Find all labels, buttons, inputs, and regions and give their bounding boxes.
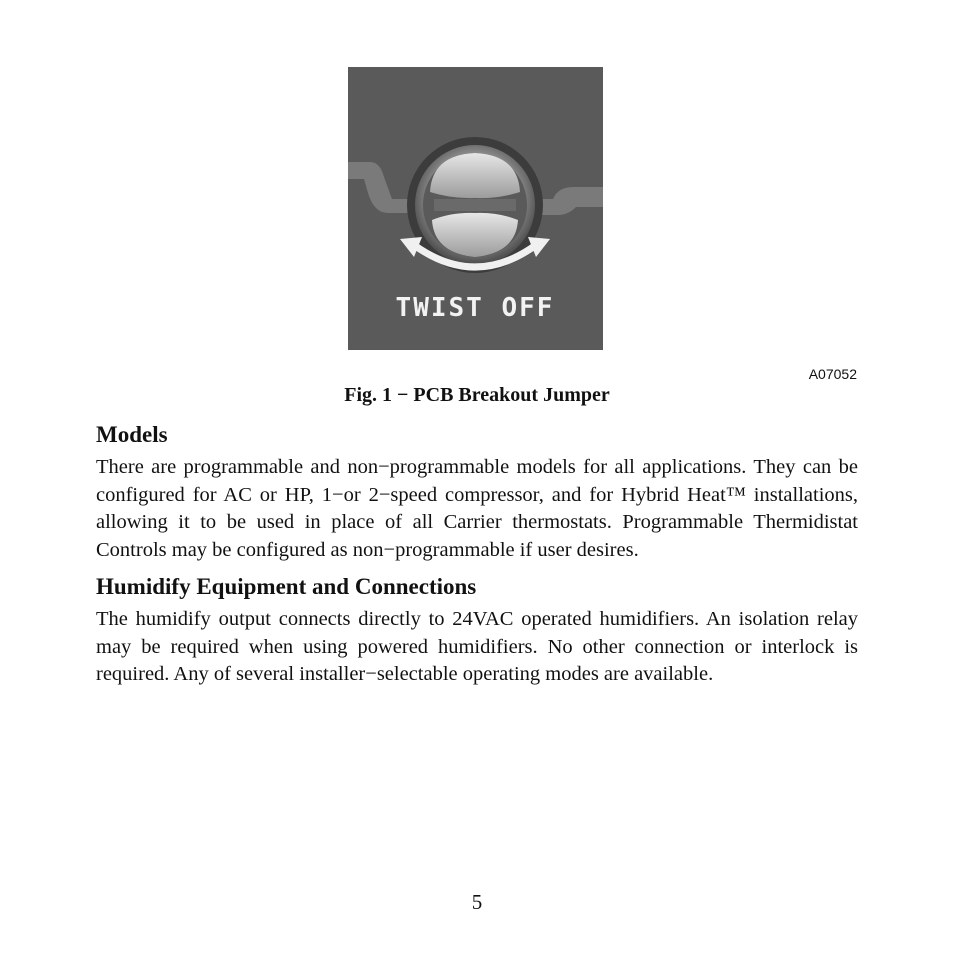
page-number: 5: [471, 890, 483, 914]
pcb-jumper-illustration: [348, 67, 603, 350]
figure-caption: Fig. 1 − PCB Breakout Jumper: [344, 384, 610, 406]
section-body-models: There are programmable and non−programmable models for all applications. They can be configured for AC or HP, 1−or 2−speed compressor, and for Hybrid Heat™ installations, allowing it to be used in place of all Carrier thermostats. Programmable Thermidistat Controls may be configured as non−programmable if user desires.: [96, 456, 858, 561]
section-heading-humidify: Humidify Equipment and Connections: [96, 574, 477, 599]
figure-code: A07052: [808, 366, 857, 382]
document-body: [96, 420, 858, 689]
section-body-humidify: The humidify output connects directly to 24VAC operated humidifiers. An isolation relay may be required when using powered humidifiers. No other connection or interlock is required. Any of several installer−selectable operating modes are available.: [96, 608, 858, 685]
jumper-bridge: [434, 199, 516, 211]
pcb-jumper-photo: [348, 67, 603, 350]
section-heading-models: Models: [96, 422, 168, 447]
twist-off-label: TWIST OFF: [395, 293, 555, 323]
